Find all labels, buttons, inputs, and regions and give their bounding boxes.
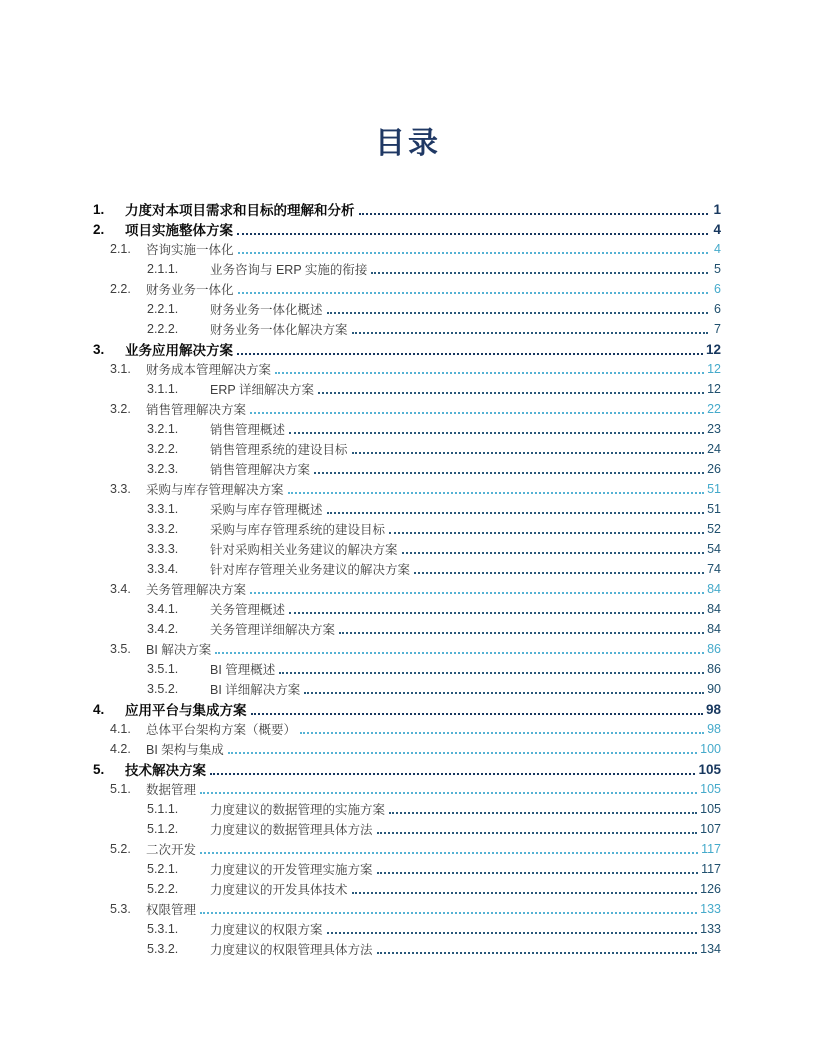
toc-entry[interactable] <box>0 539 816 559</box>
dot-leader <box>352 332 708 334</box>
toc-entry-page: 98 <box>705 701 721 717</box>
toc-entry-page: 7 <box>714 322 721 336</box>
toc-entry[interactable] <box>0 639 816 659</box>
toc-entry[interactable] <box>0 939 816 959</box>
toc-entry-page: 133 <box>700 902 721 916</box>
dot-leader <box>250 412 704 414</box>
toc-entry[interactable] <box>0 479 816 499</box>
toc-entry-page: 105 <box>700 782 721 796</box>
dot-leader <box>327 512 705 514</box>
toc-entry-label: 数据管理 <box>146 783 197 797</box>
toc-entry-page: 24 <box>707 442 721 456</box>
dot-leader <box>210 773 695 775</box>
toc-entry-label: 财务业务一体化概述 <box>210 303 323 317</box>
toc-entry-number: 5.1. <box>110 782 131 796</box>
toc-entry[interactable] <box>0 579 816 599</box>
toc-entry-number: 3.1. <box>110 362 131 376</box>
toc-entry-label: BI 架构与集成 <box>146 743 224 757</box>
toc-entry-page: 117 <box>701 862 721 876</box>
toc-entry-number: 3.3. <box>110 482 131 496</box>
toc-entry-label: 销售管理解决方案 <box>146 403 247 417</box>
dot-leader <box>377 872 699 874</box>
toc-entry-number: 3.3.2. <box>147 522 179 536</box>
toc-entry-number: 3. <box>93 341 105 357</box>
toc-entry-number: 3.2.2. <box>147 442 179 456</box>
toc-entry-label: 销售管理概述 <box>210 423 286 437</box>
dot-leader <box>352 452 705 454</box>
toc-entry-page: 26 <box>707 462 721 476</box>
dot-leader <box>300 732 704 734</box>
toc-entry-label: 技术解决方案 <box>125 763 206 778</box>
toc-entry[interactable] <box>0 679 816 699</box>
toc-entry-label: 业务咨询与 ERP 实施的衔接 <box>210 263 368 277</box>
toc-entry-number: 3.5.1. <box>147 662 179 676</box>
toc-entry[interactable] <box>0 459 816 479</box>
dot-leader <box>389 812 697 814</box>
dot-leader <box>279 672 704 674</box>
toc-entry-label: 关务管理详细解决方案 <box>210 623 336 637</box>
toc-entry-page: 51 <box>707 502 721 516</box>
toc-entry-label: 财务业务一体化解决方案 <box>210 323 348 337</box>
toc-entry-page: 22 <box>707 402 721 416</box>
toc-entry-number: 3.3.1. <box>147 502 179 516</box>
toc-entry-page: 86 <box>707 662 721 676</box>
toc-entry-page: 84 <box>707 622 721 636</box>
dot-leader <box>288 492 705 494</box>
toc-entry-label: 财务成本管理解决方案 <box>146 363 272 377</box>
dot-leader <box>200 792 697 794</box>
toc-entry[interactable] <box>0 419 816 439</box>
toc-entry[interactable] <box>0 899 816 919</box>
toc-entry-page: 84 <box>707 602 721 616</box>
toc-entry[interactable] <box>0 559 816 579</box>
toc-entry[interactable] <box>0 859 816 879</box>
toc-entry-label: 咨询实施一体化 <box>146 243 234 257</box>
toc-entry[interactable] <box>0 279 816 299</box>
toc-entry-number: 4.2. <box>110 742 131 756</box>
toc-entry-page: 5 <box>714 262 721 276</box>
toc-entry-number: 5. <box>93 761 105 777</box>
toc-entry-page: 12 <box>707 382 721 396</box>
toc-entry-page: 100 <box>700 742 721 756</box>
toc-entry-label: BI 管理概述 <box>210 663 276 677</box>
toc-entry-label: BI 详细解决方案 <box>210 683 301 697</box>
toc-page-title: 目录 <box>375 127 441 160</box>
toc-entry-number: 3.4.1. <box>147 602 179 616</box>
dot-leader <box>289 432 704 434</box>
toc-entry-label: 业务应用解决方案 <box>125 343 233 358</box>
toc-entry[interactable] <box>0 779 816 799</box>
toc-entry-page: 74 <box>707 562 721 576</box>
toc-entry[interactable] <box>0 919 816 939</box>
toc-entry-label: 力度建议的权限管理具体方法 <box>210 943 373 957</box>
toc-entry-label: 销售管理解决方案 <box>210 463 311 477</box>
dot-leader <box>238 252 708 254</box>
dot-leader <box>251 713 703 715</box>
dot-leader <box>289 612 704 614</box>
toc-entry-label: 销售管理系统的建设目标 <box>210 443 348 457</box>
toc-entry-page: 52 <box>707 522 721 536</box>
toc-entry[interactable] <box>0 599 816 619</box>
toc-entry-page: 12 <box>705 341 721 357</box>
toc-entry-number: 3.4.2. <box>147 622 179 636</box>
toc-entry[interactable] <box>0 819 816 839</box>
toc-entry-number: 3.5. <box>110 642 131 656</box>
toc-entry-label: 针对库存管理关业务建议的解决方案 <box>210 563 411 577</box>
toc-entry[interactable] <box>0 699 816 719</box>
toc-entry-label: 力度建议的数据管理具体方法 <box>210 823 373 837</box>
toc-entry-page: 54 <box>707 542 721 556</box>
toc-entry-page: 6 <box>714 302 721 316</box>
dot-leader <box>200 912 697 914</box>
toc-entry-number: 5.1.1. <box>147 802 179 816</box>
toc-entry[interactable] <box>0 839 816 859</box>
dot-leader <box>200 852 698 854</box>
toc-entry-label: ERP 详细解决方案 <box>210 383 314 397</box>
dot-leader <box>237 233 708 235</box>
toc-entry-number: 3.5.2. <box>147 682 179 696</box>
toc-entry-page: 133 <box>700 922 721 936</box>
toc-entry-label: 财务业务一体化 <box>146 283 234 297</box>
toc-entry-number: 3.1.1. <box>147 382 179 396</box>
toc-entry-page: 4 <box>713 221 721 237</box>
toc-entry[interactable] <box>0 339 816 359</box>
toc-entry-page: 107 <box>700 822 721 836</box>
toc-entry-number: 3.2. <box>110 402 131 416</box>
dot-leader <box>402 552 705 554</box>
toc-entry-page: 86 <box>707 642 721 656</box>
dot-leader <box>228 752 697 754</box>
toc-entry[interactable] <box>0 499 816 519</box>
toc-entry[interactable] <box>0 199 816 219</box>
toc-entry-page: 126 <box>700 882 721 896</box>
toc-entry-number: 4.1. <box>110 722 131 736</box>
toc-entry-number: 3.3.4. <box>147 562 179 576</box>
toc-entry[interactable] <box>0 359 816 379</box>
toc-entry-label: 力度建议的开发具体技术 <box>210 883 348 897</box>
toc-entry-page: 90 <box>707 682 721 696</box>
toc-list <box>0 199 816 959</box>
toc-entry-number: 3.3.3. <box>147 542 179 556</box>
toc-entry-label: 权限管理 <box>146 903 197 917</box>
toc-entry-label: 关务管理概述 <box>210 603 286 617</box>
dot-leader <box>250 592 704 594</box>
toc-entry-page: 51 <box>707 482 721 496</box>
toc-entry[interactable] <box>0 879 816 899</box>
dot-leader <box>389 532 704 534</box>
dot-leader <box>314 472 704 474</box>
dot-leader <box>352 892 698 894</box>
toc-entry-page: 1 <box>713 201 721 217</box>
toc-entry-page: 6 <box>714 282 721 296</box>
toc-entry-page: 134 <box>700 942 721 956</box>
toc-entry-label: 力度建议的数据管理的实施方案 <box>210 803 386 817</box>
toc-entry-number: 5.3.1. <box>147 922 179 936</box>
toc-entry-label: 针对采购相关业务建议的解决方案 <box>210 543 398 557</box>
toc-entry-label: 力度对本项目需求和目标的理解和分析 <box>125 203 355 218</box>
toc-entry[interactable] <box>0 239 816 259</box>
toc-entry-number: 5.2.2. <box>147 882 179 896</box>
dot-leader <box>304 692 704 694</box>
toc-entry-label: 采购与库存管理概述 <box>210 503 323 517</box>
toc-entry-page: 23 <box>707 422 721 436</box>
toc-entry[interactable] <box>0 259 816 279</box>
toc-entry-label: 力度建议的开发管理实施方案 <box>210 863 373 877</box>
toc-entry[interactable] <box>0 659 816 679</box>
dot-leader <box>327 312 708 314</box>
toc-entry[interactable] <box>0 739 816 759</box>
toc-entry-page: 98 <box>707 722 721 736</box>
dot-leader <box>215 652 704 654</box>
toc-entry[interactable] <box>0 799 816 819</box>
toc-entry-number: 3.2.3. <box>147 462 179 476</box>
toc-entry-label: BI 解决方案 <box>146 643 212 657</box>
toc-entry[interactable] <box>0 379 816 399</box>
toc-entry-number: 2.1. <box>110 242 131 256</box>
toc-entry-label: 总体平台架构方案（概要） <box>146 723 297 737</box>
toc-entry-page: 4 <box>714 242 721 256</box>
toc-entry-number: 5.2.1. <box>147 862 179 876</box>
toc-entry[interactable] <box>0 519 816 539</box>
dot-leader <box>318 392 704 394</box>
toc-entry-page: 105 <box>700 802 721 816</box>
dot-leader <box>377 832 698 834</box>
toc-entry-number: 5.2. <box>110 842 131 856</box>
dot-leader <box>359 213 709 215</box>
dot-leader <box>371 272 708 274</box>
toc-entry-number: 5.1.2. <box>147 822 179 836</box>
dot-leader <box>275 372 704 374</box>
toc-entry-number: 2. <box>93 221 105 237</box>
dot-leader <box>414 572 704 574</box>
toc-entry-page: 117 <box>701 842 721 856</box>
toc-entry-number: 4. <box>93 701 105 717</box>
toc-entry[interactable] <box>0 619 816 639</box>
toc-entry-number: 2.2.2. <box>147 322 179 336</box>
toc-entry[interactable] <box>0 439 816 459</box>
toc-entry[interactable] <box>0 319 816 339</box>
toc-entry-number: 3.2.1. <box>147 422 179 436</box>
toc-entry-page: 12 <box>707 362 721 376</box>
toc-entry-number: 3.4. <box>110 582 131 596</box>
toc-entry-label: 二次开发 <box>146 843 197 857</box>
toc-entry-number: 2.2. <box>110 282 131 296</box>
toc-entry-label: 应用平台与集成方案 <box>125 703 247 718</box>
toc-entry-label: 采购与库存管理系统的建设目标 <box>210 523 386 537</box>
dot-leader <box>327 932 698 934</box>
toc-entry[interactable] <box>0 219 816 239</box>
toc-entry-number: 5.3. <box>110 902 131 916</box>
toc-entry-label: 采购与库存管理解决方案 <box>146 483 284 497</box>
toc-entry-page: 105 <box>698 761 721 777</box>
toc-entry-number: 1. <box>93 201 105 217</box>
toc-entry-label: 关务管理解决方案 <box>146 583 247 597</box>
toc-entry[interactable] <box>0 719 816 739</box>
toc-entry[interactable] <box>0 759 816 779</box>
toc-entry[interactable] <box>0 299 816 319</box>
toc-entry-number: 5.3.2. <box>147 942 179 956</box>
toc-entry-number: 2.2.1. <box>147 302 179 316</box>
toc-entry-page: 84 <box>707 582 721 596</box>
dot-leader <box>237 353 703 355</box>
dot-leader <box>377 952 698 954</box>
toc-entry-number: 2.1.1. <box>147 262 179 276</box>
toc-entry-label: 项目实施整体方案 <box>125 223 233 238</box>
toc-entry-label: 力度建议的权限方案 <box>210 923 323 937</box>
dot-leader <box>238 292 708 294</box>
dot-leader <box>339 632 704 634</box>
toc-entry[interactable] <box>0 399 816 419</box>
